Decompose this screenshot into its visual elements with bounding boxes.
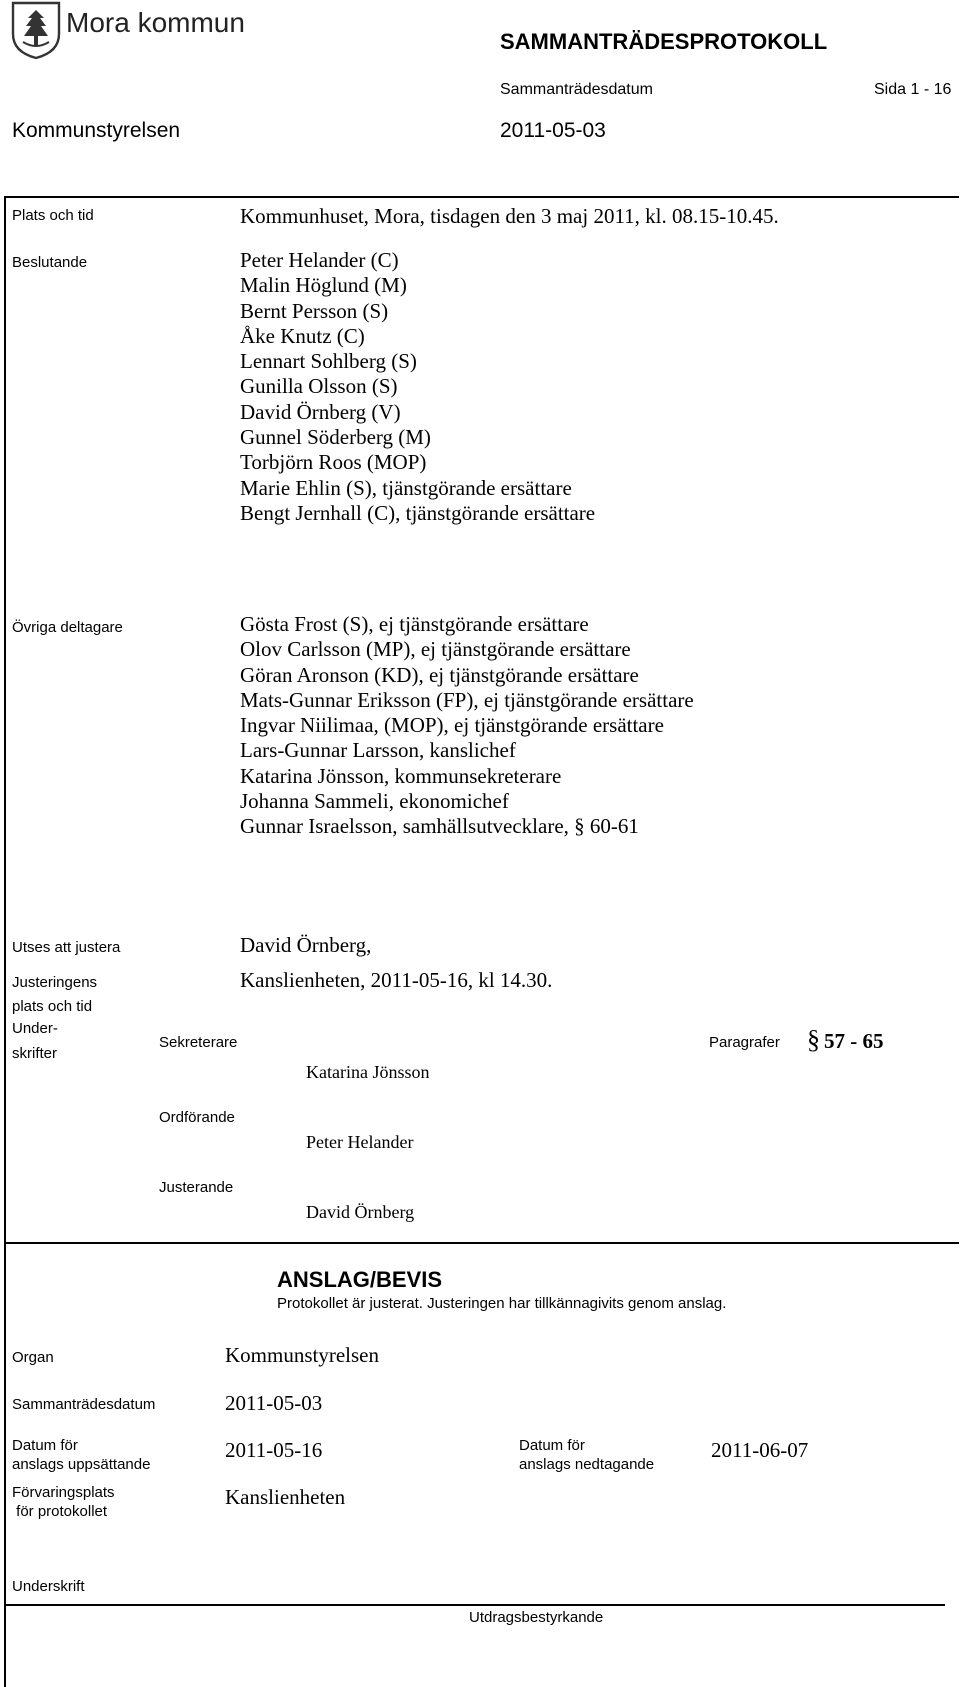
adjust-place-label-1: Justeringens [12, 974, 98, 991]
list-item: Mats-Gunnar Eriksson (FP), ej tjänstgörande ersättare [240, 687, 694, 712]
adjust-place-value: Kanslienheten, 2011-05-16, kl 14.30. [240, 968, 553, 992]
secretary-name: Katarina Jönsson [306, 1062, 430, 1082]
others-list [240, 612, 694, 840]
header-date-label: Sammanträdesdatum [500, 81, 653, 98]
list-item: Malin Höglund (M) [240, 273, 407, 298]
removed-label-2: anslags nedtagande [519, 1456, 655, 1473]
list-item: Bernt Persson (S) [240, 298, 389, 323]
document-type: SAMMANTRÄDESPROTOKOLL [500, 29, 828, 54]
notice-title: ANSLAG/BEVIS [277, 1267, 443, 1292]
page-info: Sida 1 - 16 [874, 81, 952, 98]
list-item: Olov Carlsson (MP), ej tjänstgörande ersättare [240, 637, 631, 662]
signatures-label-2: skrifter [12, 1045, 57, 1062]
signature-rule [4, 1604, 945, 1606]
organ-label: Organ [12, 1349, 54, 1366]
storage-label-1: Förvaringsplats [12, 1484, 115, 1501]
list-item: Lars-Gunnar Larsson, kanslichef [240, 738, 516, 763]
meeting-date: 2011-05-03 [500, 119, 606, 142]
notice-subtitle: Protokollet är justerat. Justeringen har tillkännagivits genom anslag. [277, 1295, 727, 1312]
list-item: Torbjörn Roos (MOP) [240, 450, 427, 475]
posted-label-1: Datum för [12, 1437, 78, 1454]
storage-label-2: för protokollet [12, 1503, 108, 1520]
list-item: Göran Aronson (KD), ej tjänstgörande ersättare [240, 662, 639, 687]
coat-of-arms-icon [10, 0, 62, 60]
posted-label-2: anslags uppsättande [12, 1456, 151, 1473]
adjuster-chosen-value: David Örnberg, [240, 933, 372, 957]
organ-value: Kommunstyrelsen [225, 1343, 379, 1367]
list-item: Gunnar Israelsson, samhällsutvecklare, § 60-61 [240, 814, 639, 839]
removed-label-1: Datum för [519, 1437, 585, 1454]
list-item: Åke Knutz (C) [240, 323, 365, 348]
list-item: Marie Ehlin (S), tjänstgörande ersättare [240, 475, 572, 500]
committee-name: Kommunstyrelsen [12, 119, 181, 142]
list-item: Gunnel Söderberg (M) [240, 425, 431, 450]
notice-date-value: 2011-05-03 [225, 1391, 323, 1415]
chair-name: Peter Helander [306, 1132, 414, 1152]
removed-value: 2011-06-07 [711, 1438, 809, 1462]
list-item: Peter Helander (C) [240, 248, 399, 272]
list-item: Gunilla Olsson (S) [240, 374, 398, 399]
chair-label: Ordförande [159, 1109, 235, 1126]
municipality-name: Mora kommun [66, 7, 245, 38]
list-item: David Örnberg (V) [240, 399, 401, 424]
storage-value: Kanslienheten [225, 1485, 346, 1509]
posted-value: 2011-05-16 [225, 1438, 323, 1462]
extract-label: Utdragsbestyrkande [469, 1609, 604, 1626]
notice-date-label: Sammanträdesdatum [12, 1396, 156, 1413]
municipality-logo [10, 0, 62, 60]
left-border [4, 196, 6, 1443]
list-item: Bengt Jernhall (C), tjänstgörande ersättare [240, 500, 596, 525]
paragraphs-value: 57 - 65 [824, 1029, 884, 1053]
paragraph-sign: § [807, 1025, 820, 1054]
signatures-label-1: Under- [12, 1020, 58, 1037]
list-item: Johanna Sammeli, ekonomichef [240, 789, 509, 814]
adjuster-name: David Örnberg [306, 1202, 415, 1222]
place-value: Kommunhuset, Mora, tisdagen den 3 maj 2011, kl. 08.15-10.45. [240, 204, 779, 228]
list-item: Ingvar Niilimaa, (MOP), ej tjänstgörande ersättare [240, 713, 664, 738]
others-label: Övriga deltagare [12, 619, 123, 636]
paragraphs-label: Paragrafer [709, 1034, 780, 1051]
list-item: Gösta Frost (S), ej tjänstgörande ersättare [240, 612, 589, 636]
signature-label: Underskrift [12, 1578, 85, 1595]
secretary-label: Sekreterare [159, 1034, 238, 1051]
adjuster-chosen-label: Utses att justera [12, 939, 121, 956]
deciding-list [240, 248, 595, 526]
adjuster-label: Justerande [159, 1179, 234, 1196]
signature-left-border [4, 1443, 6, 1687]
list-item: Lennart Sohlberg (S) [240, 349, 417, 374]
signatures-bottom-rule [4, 1242, 959, 1244]
deciding-label: Beslutande [12, 254, 88, 271]
top-rule [4, 196, 959, 198]
adjust-place-label-2: plats och tid [12, 998, 93, 1015]
place-label: Plats och tid [12, 207, 94, 224]
list-item: Katarina Jönsson, kommunsekreterare [240, 763, 562, 788]
